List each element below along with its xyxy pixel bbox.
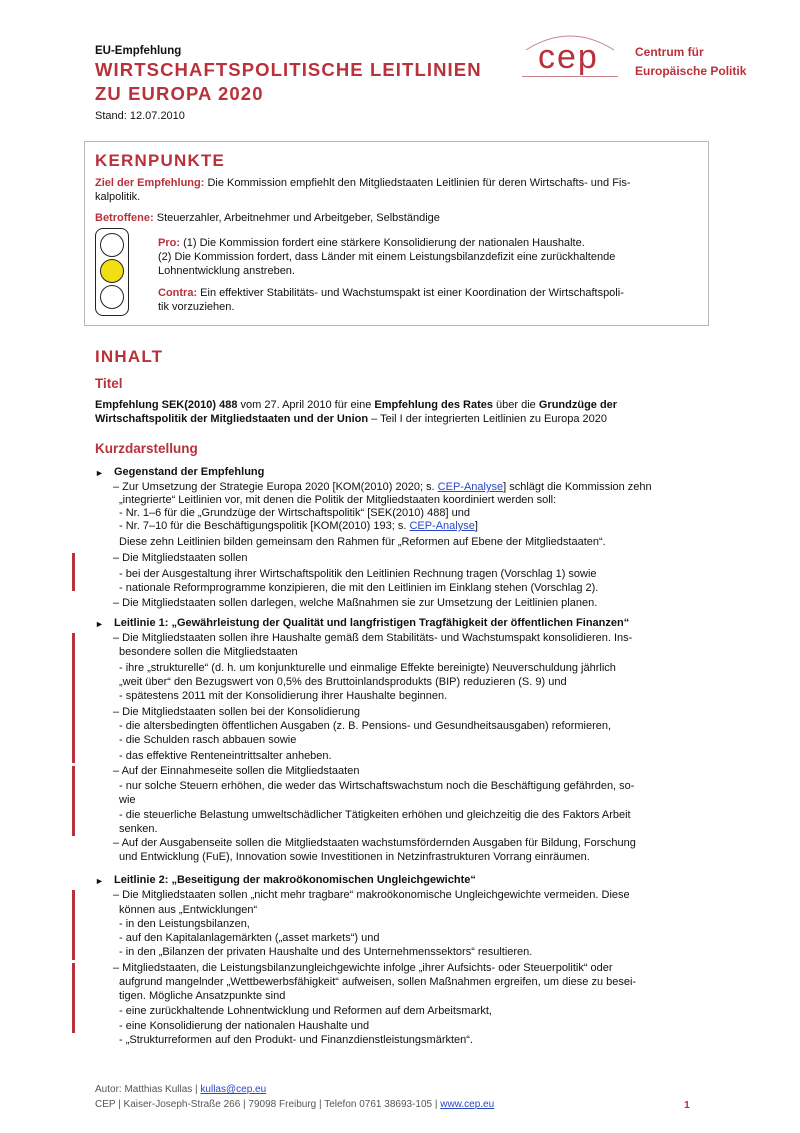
- traffic-light-amber-lamp: [100, 259, 124, 283]
- text-line: – Auf der Ausgabenseite sollen die Mitgliedstaaten wachstumsfördernden Ausgaben für Bildung, Forschung: [113, 837, 636, 849]
- text-line: tigen. Mögliche Ansatzpunkte sind: [119, 990, 286, 1002]
- text-line: - Nr. 1–6 für die „Grundzüge der Wirtschaftspolitik“ [SEK(2010) 488] und: [119, 507, 470, 519]
- text-line: wie: [119, 794, 136, 806]
- author-email-link[interactable]: kullas@cep.eu: [200, 1084, 267, 1095]
- org-name-line2: Europäische Politik: [635, 64, 747, 78]
- traffic-light-icon: [95, 228, 129, 316]
- text-line: Diese zehn Leitlinien bilden gemeinsam den Rahmen für „Reformen auf Ebene der Mitgliedstaaten“.: [119, 536, 606, 548]
- text-line: aufgrund mangelnder „Wettbewerbsfähigkeit“ aufweisen, sollen Maßnahmen ergreifen, um diese zu besei-: [119, 976, 637, 988]
- text-line: [113, 481, 652, 494]
- cep-analyse-link[interactable]: CEP-Analyse: [409, 520, 475, 532]
- text-line: – Die Mitgliedstaaten sollen: [113, 552, 248, 564]
- pro-text3: Lohnentwicklung anstreben.: [158, 265, 295, 277]
- titel-line1: [95, 398, 617, 412]
- cep-logo: cep: [538, 38, 599, 76]
- contra-label: Contra:: [158, 287, 198, 299]
- titel-line2: [95, 412, 607, 426]
- website-link[interactable]: www.cep.eu: [440, 1099, 495, 1110]
- titel-heading: Titel: [95, 376, 123, 391]
- text-line: „integrierte“ Leitlinien vor, mit denen die Politik der Mitgliedstaaten koordiniert werden soll:: [119, 494, 557, 506]
- text-line: – Mitgliedstaaten, die Leistungsbilanzungleichgewichte infolge „ihrer Aufsichts- oder Steuerpolitik“ oder: [113, 962, 613, 974]
- pro-line1: [158, 236, 585, 250]
- titel-wirtschaftspolitik: Wirtschaftspolitik der Mitgliedstaaten und der Union: [95, 413, 369, 425]
- traffic-light-bottom-lamp: [100, 285, 124, 309]
- section-title: Gegenstand der Empfehlung: [114, 466, 265, 478]
- titel-empfehlung: Empfehlung des Rates: [374, 399, 493, 411]
- text-line: – Auf der Einnahmeseite sollen die Mitgliedstaaten: [113, 765, 360, 777]
- text-line: und Entwicklung (FuE), Innovation sowie Investitionen in Netzinfrastrukturen Vorrang einräumen.: [119, 851, 590, 863]
- footer-address-text: CEP | Kaiser-Joseph-Straße 266 | 79098 Freiburg | Telefon 0761 38693-105 |: [95, 1099, 441, 1110]
- text-line: - eine Konsolidierung der nationalen Haushalte und: [119, 1020, 370, 1032]
- margin-marker: [72, 890, 75, 960]
- text-line: – Die Mitgliedstaaten sollen darlegen, welche Maßnahmen sie zur Umsetzung der Leitlinien planen.: [113, 597, 598, 609]
- titel-text: vom 27. April 2010 für eine: [237, 399, 375, 411]
- text-line: – Die Mitgliedstaaten sollen „nicht mehr tragbare“ makroökonomische Ungleichgewichte vermeiden. Diese: [113, 889, 630, 901]
- inhalt-heading: INHALT: [95, 347, 164, 366]
- margin-marker: [72, 633, 75, 763]
- text-line: - in den Leistungsbilanzen,: [119, 918, 250, 930]
- pro-label: Pro:: [158, 237, 180, 249]
- text-line: - ihre „strukturelle“ (d. h. um konjunkturelle und einmalige Effekte bereinigte) Neuverschuldung jährlich: [119, 662, 616, 674]
- titel-text: über die: [492, 399, 539, 411]
- text: ] schlägt die Kommission zehn: [503, 481, 652, 493]
- traffic-light-top-lamp: [100, 233, 124, 257]
- text-line: - die altersbedingten öffentlichen Ausgaben (z. B. Pensions- und Gesundheitsausgaben) reformieren,: [119, 720, 612, 732]
- text-line: [119, 520, 478, 533]
- text-line: - das effektive Renteneintrittsalter anheben.: [119, 750, 332, 762]
- betroffene-line: [95, 211, 440, 225]
- document-kicker: EU-Empfehlung: [95, 45, 182, 57]
- text-line: - nationale Reformprogramme konzipieren, die mit den Leitlinien im Einklang stehen (Vorschlag 2).: [119, 582, 599, 594]
- cep-logo-rule: [522, 76, 618, 77]
- pro-text1: (1) Die Kommission fordert eine stärkere Konsolidierung der nationalen Haushalte.: [183, 237, 585, 249]
- titel-sek: Empfehlung SEK(2010) 488: [95, 399, 238, 411]
- text-line: senken.: [119, 823, 158, 835]
- contra-text2: tik vorzuziehen.: [158, 301, 235, 313]
- cep-analyse-link[interactable]: CEP-Analyse: [437, 481, 504, 493]
- contra-text1: Ein effektiver Stabilitäts- und Wachstumspakt ist einer Koordination der Wirtschaftspoli-: [200, 287, 624, 299]
- kernpunkte-title: KERNPUNKTE: [95, 151, 226, 170]
- text-line: – Die Mitgliedstaaten sollen bei der Konsolidierung: [113, 706, 361, 718]
- document-title-line1: WIRTSCHAFTSPOLITISCHE LEITLINIEN: [95, 59, 482, 80]
- bullet-arrow-icon: ►: [95, 876, 104, 886]
- text-line: - in den „Bilanzen der privaten Haushalte und des Unternehmenssektors“ resultieren.: [119, 946, 533, 958]
- text-line: besondere sollen die Mitgliedstaaten: [119, 646, 298, 658]
- text: - Nr. 7–10 für die Beschäftigungspolitik [KOM(2010) 193; s.: [119, 520, 410, 532]
- margin-marker: [72, 963, 75, 1033]
- margin-marker: [72, 553, 75, 591]
- ziel-line1: [95, 176, 631, 190]
- footer-author: [95, 1084, 266, 1095]
- betroffene-text: Steuerzahler, Arbeitnehmer und Arbeitgeber, Selbständige: [156, 212, 440, 224]
- betroffene-label: Betroffene:: [95, 212, 154, 224]
- text-line: „weit über“ den Bezugswert von 0,5% des Bruttoinlandsprodukts (BIP) reduzieren (S. 9) und: [119, 676, 567, 688]
- text-line: - eine zurückhaltende Lohnentwicklung und Reformen auf dem Arbeitsmarkt,: [119, 1005, 492, 1017]
- text-line: - auf den Kapitalanlagemärkten („asset markets“) und: [119, 932, 380, 944]
- ziel-label: Ziel der Empfehlung:: [95, 177, 205, 189]
- bullet-arrow-icon: ►: [95, 468, 104, 478]
- text-line: – Die Mitgliedstaaten sollen ihre Haushalte gemäß dem Stabilitäts- und Wachstumspakt konsolidieren. Ins-: [113, 632, 633, 644]
- text-line: - „Strukturreformen auf den Produkt- und Finanzdienstleistungsmärkten“.: [119, 1034, 473, 1046]
- text-line: - spätestens 2011 mit der Konsolidierung ihrer Haushalte beginnen.: [119, 690, 448, 702]
- text-line: können aus „Entwicklungen“: [119, 904, 258, 916]
- text-line: - die steuerliche Belastung umweltschädlicher Tätigkeiten erhöhen und gleichzeitig die des Faktors Arbeit: [119, 809, 631, 821]
- ziel-text-cont: kalpolitik.: [95, 191, 141, 203]
- titel-grundzuege: Grundzüge der: [538, 399, 618, 411]
- org-name-line1: Centrum für: [635, 45, 704, 59]
- document-date: Stand: 12.07.2010: [95, 110, 185, 122]
- bullet-arrow-icon: ►: [95, 619, 104, 629]
- text: – Zur Umsetzung der Strategie Europa 2020 [KOM(2010) 2020; s.: [113, 481, 438, 493]
- ziel-text: Die Kommission empfiehlt den Mitgliedstaaten Leitlinien für deren Wirtschafts- und Fis-: [207, 177, 631, 189]
- text: ]: [474, 520, 478, 532]
- contra-line1: [158, 286, 624, 300]
- footer-address: [95, 1099, 494, 1110]
- text-line: - die Schulden rasch abbauen sowie: [119, 734, 297, 746]
- section-title: Leitlinie 2: „Beseitigung der makroökonomischen Ungleichgewichte“: [114, 874, 476, 886]
- margin-marker: [72, 766, 75, 836]
- kurzdarstellung-heading: Kurzdarstellung: [95, 441, 198, 456]
- pro-text2: (2) Die Kommission fordert, dass Länder mit einem Leistungsbilanzdefizit eine zurückhaltende: [158, 251, 616, 263]
- footer-author-name: Autor: Matthias Kullas |: [95, 1084, 201, 1095]
- text-line: - bei der Ausgestaltung ihrer Wirtschaftspolitik den Leitlinien Rechnung tragen (Vorschlag 1) sowie: [119, 568, 597, 580]
- document-title-line2: ZU EUROPA 2020: [95, 83, 264, 104]
- text-line: - nur solche Steuern erhöhen, die weder das Wirtschaftswachstum noch die Beschäftigung gefährden, so-: [119, 780, 635, 792]
- page-number: 1: [684, 1099, 690, 1111]
- section-title: Leitlinie 1: „Gewährleistung der Qualität und langfristigen Tragfähigkeit der öffentlichen Finanzen“: [114, 617, 630, 629]
- titel-text: – Teil I der integrierten Leitlinien zu Europa 2020: [368, 413, 607, 425]
